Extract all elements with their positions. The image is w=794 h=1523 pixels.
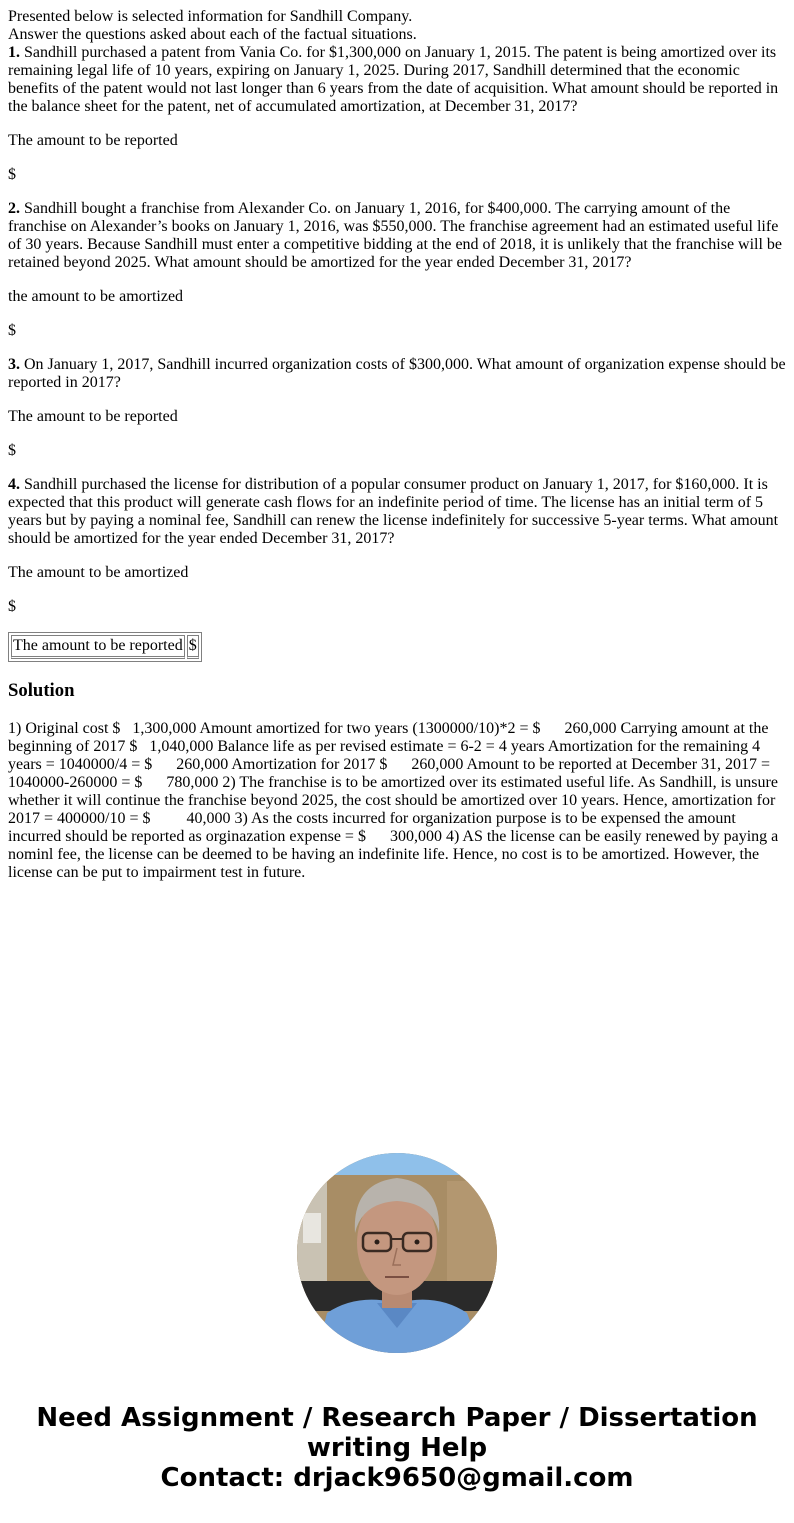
question-3-text: On January 1, 2017, Sandhill incurred organization costs of $300,000. What amount of organization expense should be reported in 2017? <box>8 356 786 391</box>
question-3-answer-currency: $ <box>8 442 16 459</box>
question-2-answer-currency: $ <box>8 322 16 339</box>
question-1-text: Sandhill purchased a patent from Vania Co. for $1,300,000 on January 1, 2015. The patent is being amortized over its remaining legal life of 10 years, expiring on January 1, 2025. During 2017, Sandhill determined that the economic benefits of the patent would not last longer than 6 years from the date of acquisition. What amount should be reported in the balance sheet for the patent, net of accumulated amortization, at December 31, 2017? <box>8 44 779 115</box>
solution-text: 1) Original cost $ 1,300,000 Amount amortized for two years (1300000/10)*2 = $ 260,000 Carrying amount at the beginning of 2017 $ 1,040,000 Balance life as per revised estimate = 6-2 = 4 years Amortization for the remaining 4 years = 1040000/4 = $ 260,000 Amortization for 2017 $ 260,000 Amount to be reported at December 31, 2017 = 1040000-260000 = $ 780,000 2) The franchise is to be amortized over its estimated useful life. As Sandhill, is unsure whether it will continue the franchise beyond 2025, the cost should be amortized over 10 years. Hence, amortization for 2017 = 400000/10 = $ 40,000 3) As the costs incurred for organization purpose is to be expensed the amount incurred should be reported as orginazation expense = $ 300,000 4) AS the license can be easily renewed by paying a nominl fee, the license can be deemed to be having an indefinite life. Hence, no cost is to be amortized. However, the license can be put to impairment test in future. <box>8 720 783 881</box>
intro-line-2: Answer the questions asked about each of the factual situations. <box>8 26 417 43</box>
answer-table-label: The amount to be reported <box>11 635 185 659</box>
question-3 <box>8 356 788 392</box>
question-2-number: 2. <box>8 200 20 217</box>
promo-contact: Contact: drjack9650@gmail.com <box>160 1463 634 1493</box>
answer-table-row <box>11 635 199 659</box>
question-4-number: 4. <box>8 476 20 493</box>
answer-table <box>8 632 202 662</box>
solution-heading: Solution <box>8 680 75 701</box>
question-1 <box>8 44 788 116</box>
promo-banner <box>0 1403 794 1493</box>
intro-line-1: Presented below is selected information for Sandhill Company. <box>8 8 413 25</box>
question-4-answer-currency: $ <box>8 598 16 615</box>
question-2-answer-label: the amount to be amortized <box>8 288 184 305</box>
question-1-answer-currency: $ <box>8 166 16 183</box>
question-1-answer-label: The amount to be reported <box>8 132 178 149</box>
document-body <box>8 8 788 882</box>
question-4 <box>8 476 788 548</box>
tutor-avatar <box>297 1153 497 1353</box>
question-2 <box>8 200 788 272</box>
question-1-number: 1. <box>8 44 20 61</box>
promo-line-1: Need Assignment / Research Paper / Dissertation <box>36 1403 758 1433</box>
person-portrait-icon <box>297 1153 497 1353</box>
answer-table-currency: $ <box>187 635 199 659</box>
promo-line-2: writing Help <box>306 1433 488 1463</box>
question-4-answer-label: The amount to be amortized <box>8 564 189 581</box>
question-3-number: 3. <box>8 356 20 373</box>
question-2-text: Sandhill bought a franchise from Alexander Co. on January 1, 2016, for $400,000. The carrying amount of the franchise on Alexander’s books on January 1, 2016, was $550,000. The franchise agreement had an estimated useful life of 30 years. Because Sandhill must enter a competitive bidding at the end of 2018, it is unlikely that the franchise will be retained beyond 2025. What amount should be amortized for the year ended December 31, 2017? <box>8 200 783 271</box>
question-3-answer-label: The amount to be reported <box>8 408 178 425</box>
question-4-text: Sandhill purchased the license for distribution of a popular consumer product on January 1, 2017, for $160,000. It is expected that this product will generate cash flows for an indefinite period of time. The license has an initial term of 5 years but by paying a nominal fee, Sandhill can renew the license indefinitely for successive 5-year terms. What amount should be amortized for the year ended December 31, 2017? <box>8 476 779 547</box>
